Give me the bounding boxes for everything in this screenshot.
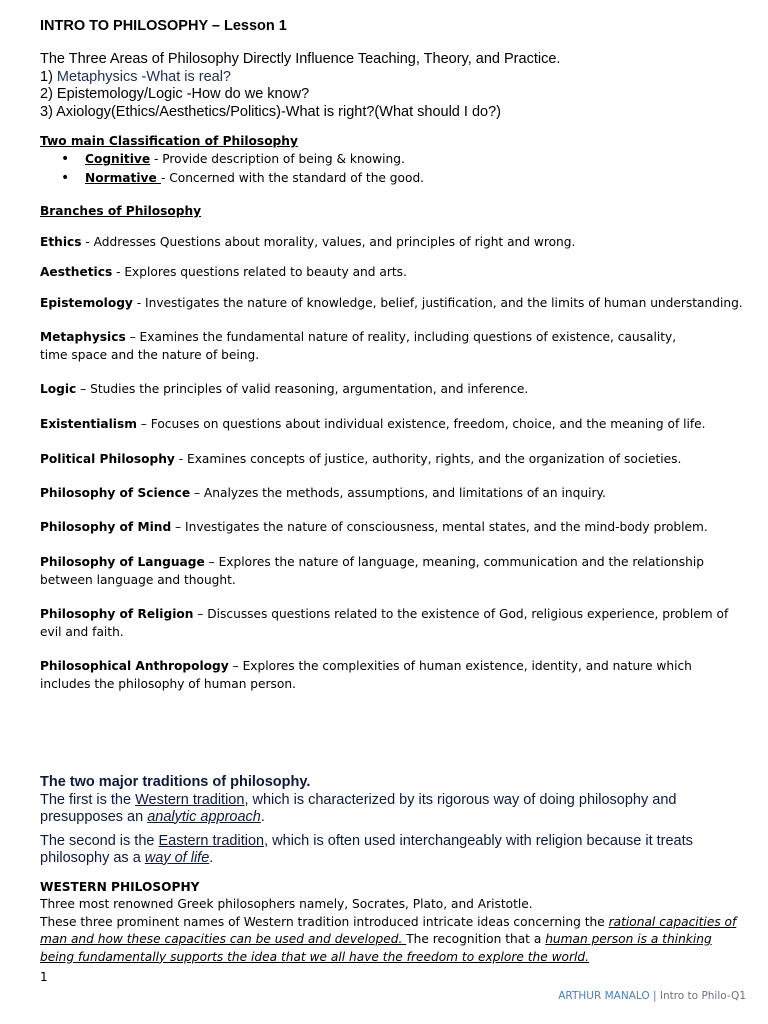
intro-item-text: Axiology(Ethics/Aesthetics/Politics)-What is right?(What should I do?) <box>52 103 501 120</box>
intro-heading: The Three Areas of Philosophy Directly Influence Teaching, Theory, and Practice. <box>40 51 561 67</box>
eastern-tradition-paragraph <box>40 833 740 866</box>
footer-separator: | <box>649 990 660 1002</box>
branch-term: Philosophy of Religion <box>40 607 194 621</box>
branch-item <box>40 295 755 313</box>
list-item <box>61 150 424 169</box>
traditions-heading: The two major traditions of philosophy. <box>40 774 311 790</box>
branches-heading: Branches of Philosophy <box>40 204 202 218</box>
branch-term: Political Philosophy <box>40 452 175 466</box>
branch-item <box>40 554 705 589</box>
footer-course: Intro to Philo-Q1 <box>659 990 746 1002</box>
intro-section <box>40 51 560 121</box>
branch-term: Philosophy of Language <box>40 555 205 569</box>
branch-item <box>40 264 740 282</box>
text-segment: The first is the <box>40 792 136 808</box>
branch-item <box>40 519 740 537</box>
analytic-approach-emphasis: analytic approach <box>147 808 261 825</box>
way-of-life-emphasis: way of life <box>144 849 210 866</box>
branch-desc: - Examines concepts of justice, authority, rights, and the organization of societies. <box>174 452 682 466</box>
western-tradition-paragraph <box>40 792 740 825</box>
branch-desc: – Investigates the nature of consciousness, mental states, and the mind-body problem. <box>171 520 708 534</box>
branch-desc: – Discusses questions related to the existence of God, religious experience, problem of evil and faith. <box>40 607 729 639</box>
branch-item <box>40 329 700 364</box>
text-segment: These three prominent names of Western tradition introduced intricate ideas concerning the <box>40 914 609 929</box>
western-philosophy-body <box>40 896 740 966</box>
branch-desc: - Addresses Questions about morality, values, and principles of right and wrong. <box>81 235 576 249</box>
text-segment: The second is the <box>40 833 159 849</box>
intro-item-number: 2) <box>40 86 53 102</box>
text-segment: The recognition that a <box>406 932 546 946</box>
intro-item-number: 3) <box>40 103 53 120</box>
branch-term: Logic <box>40 382 77 396</box>
eastern-tradition-link: Eastern tradition, <box>158 833 269 849</box>
intro-item <box>40 69 560 87</box>
branch-item <box>40 606 730 641</box>
page-title: INTRO TO PHILOSOPHY – Lesson 1 <box>40 18 287 34</box>
western-philosophy-paragraph <box>40 914 740 967</box>
branch-desc: – Examines the fundamental nature of reality, including questions of existence, causality, time space and the nature of being. <box>40 330 677 362</box>
western-philosophy-heading: WESTERN PHILOSOPHY <box>40 880 200 894</box>
text-segment: which is often used interchangeably with religion because it treats philosophy as a <box>40 833 693 866</box>
branch-item <box>40 451 740 469</box>
footer-author: ARTHUR MANALO <box>558 990 650 1002</box>
branch-desc: – Focuses on questions about individual existence, freedom, choice, and the meaning of life. <box>136 417 706 431</box>
intro-item-text: Metaphysics -What is real? <box>52 68 231 85</box>
intro-item-number: 1) <box>40 68 53 85</box>
branch-term: Metaphysics <box>40 330 126 344</box>
branch-term: Philosophy of Science <box>40 486 191 500</box>
page-number: 1 <box>40 970 48 984</box>
western-philosophy-line: Three most renowned Greek philosophers namely, Socrates, Plato, and Aristotle. <box>40 897 533 911</box>
branch-term: Existentialism <box>40 417 137 431</box>
classification-term: Cognitive <box>85 152 151 166</box>
page-footer <box>558 990 746 1002</box>
branch-desc: – Analyzes the methods, assumptions, and limitations of an inquiry. <box>190 486 606 500</box>
classification-desc: - Concerned with the standard of the good. <box>160 171 425 185</box>
branch-term: Aesthetics <box>40 265 113 279</box>
western-tradition-link: Western tradition <box>135 792 245 808</box>
text-segment: . <box>260 808 265 825</box>
branch-item <box>40 416 740 434</box>
branch-item <box>40 485 740 503</box>
classification-heading: Two main Classification of Philosophy <box>40 134 298 148</box>
branch-desc: - Investigates the nature of knowledge, belief, justification, and the limits of human understanding. <box>132 296 743 310</box>
branch-desc: - Explores questions related to beauty and arts. <box>112 265 407 279</box>
branch-desc: – Explores the nature of language, meaning, communication and the relationship between language and thought. <box>40 555 704 587</box>
classification-term: Normative <box>85 171 161 185</box>
branch-desc: – Explores the complexities of human existence, identity, and nature which includes the philosophy of human person. <box>40 659 692 691</box>
branch-term: Philosophical Anthropology <box>40 659 229 673</box>
emphasis-text: rational capacities of man and how these capacities can be used and developed. <box>40 914 737 946</box>
text-segment: . <box>209 849 214 866</box>
text-segment: , which is characterized by its rigorous way of doing philosophy and presupposes an <box>40 792 677 825</box>
list-item <box>61 169 424 188</box>
branch-item <box>40 381 740 399</box>
intro-item <box>40 104 560 122</box>
branch-item <box>40 658 738 693</box>
branch-item <box>40 234 740 252</box>
branch-term: Ethics <box>40 235 82 249</box>
branch-desc: – Studies the principles of valid reasoning, argumentation, and inference. <box>76 382 529 396</box>
branch-term: Philosophy of Mind <box>40 520 172 534</box>
classification-list <box>61 150 424 188</box>
branch-term: Epistemology <box>40 296 133 310</box>
emphasis-text: human person is a thinking being fundamentally supports the idea that we all have the freedom to explore the world. <box>40 932 712 964</box>
intro-item-text: Epistemology/Logic -How do we know? <box>52 86 310 102</box>
classification-desc: - Provide description of being & knowing. <box>150 152 405 166</box>
intro-item <box>40 86 560 104</box>
